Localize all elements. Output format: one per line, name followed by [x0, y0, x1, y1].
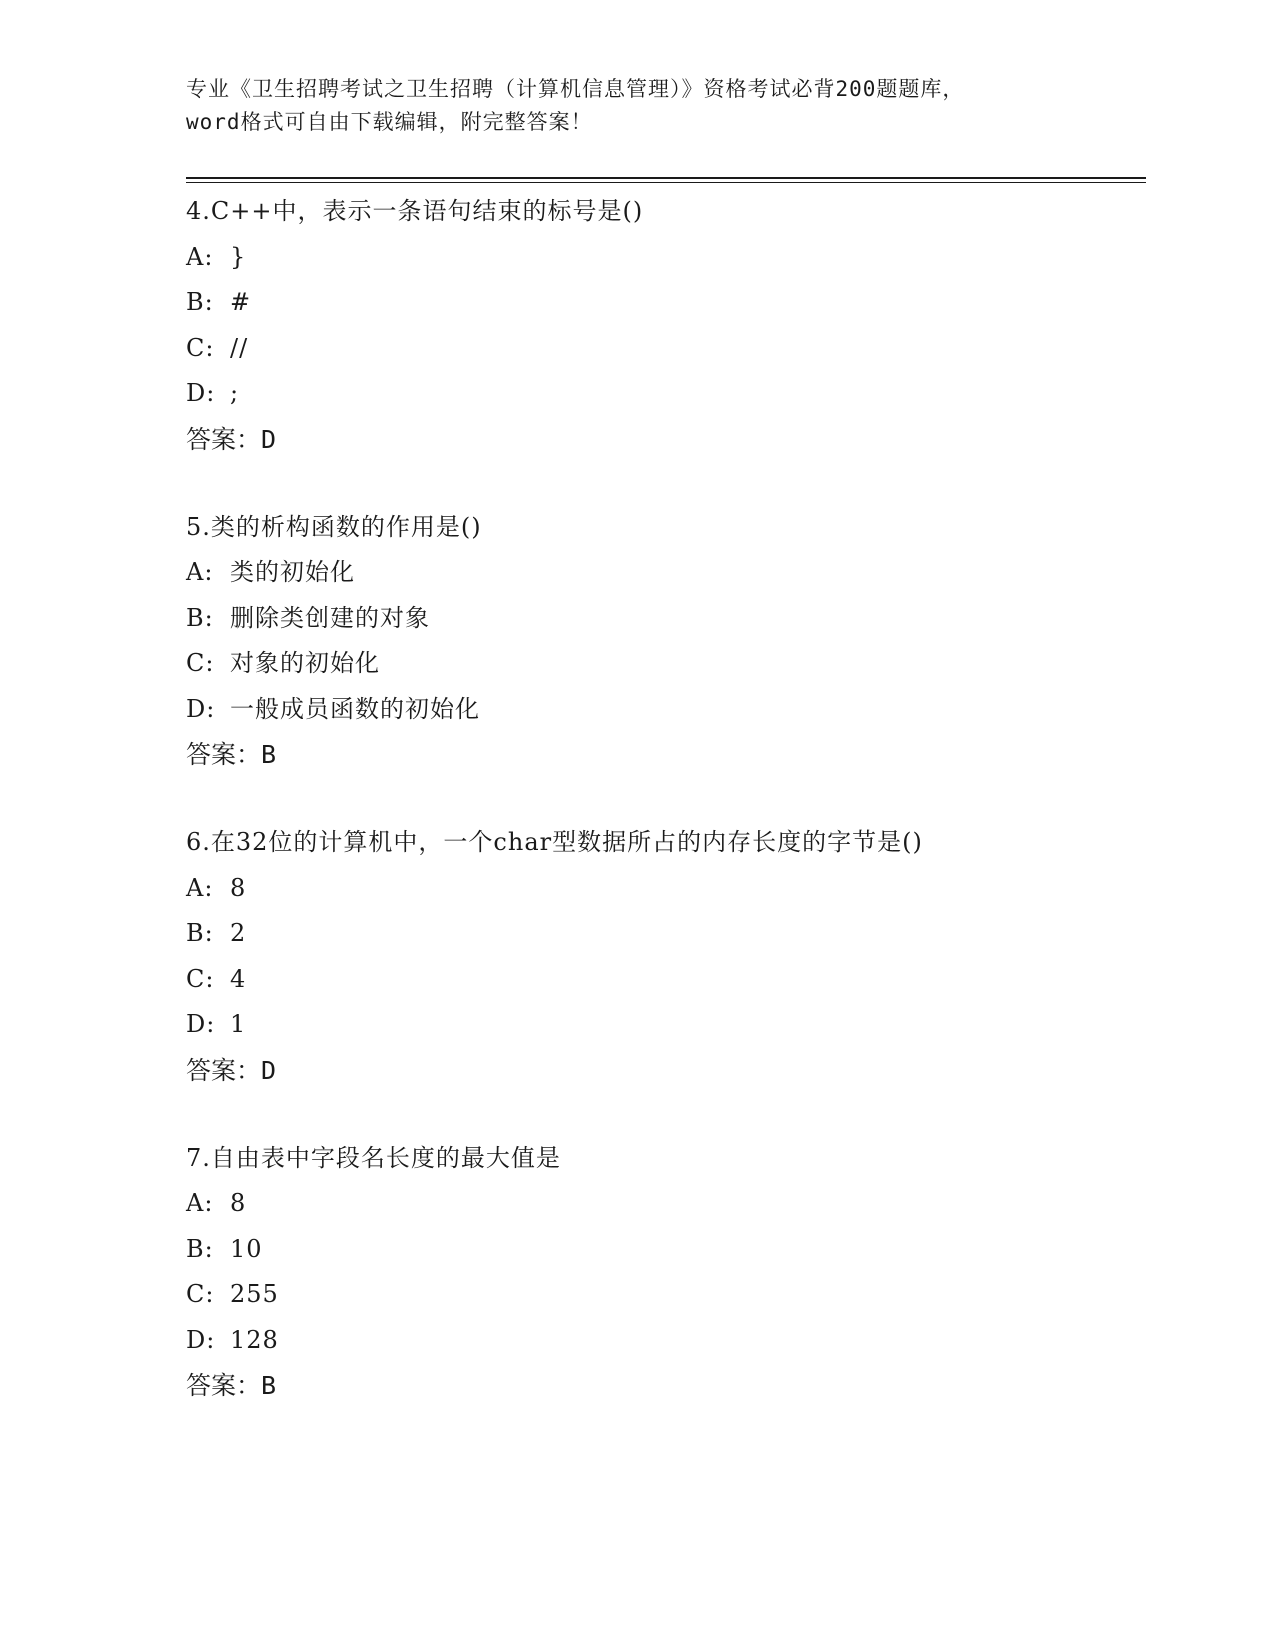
option-c [186, 957, 1146, 1003]
option-letter: D: [186, 1325, 216, 1354]
question-5 [186, 505, 1146, 778]
answer-line: 答案：B [186, 740, 277, 769]
option-d [186, 687, 1146, 733]
option-letter: A: [186, 242, 214, 271]
option-text: 删除类创建的对象 [230, 603, 430, 632]
option-letter: D: [186, 694, 216, 723]
option-a [186, 550, 1146, 596]
option-letter: B: [186, 919, 214, 947]
header-divider-thick [186, 177, 1146, 179]
option-a [186, 235, 1146, 281]
question-stem: 6.在32位的计算机中，一个char型数据所占的内存长度的字节是() [186, 828, 923, 856]
question-4 [186, 189, 1146, 462]
header-divider-thin [186, 182, 1146, 183]
option-letter: C: [186, 1280, 215, 1308]
option-text: 255 [230, 1280, 279, 1308]
option-letter: A: [186, 873, 214, 902]
question-list [186, 189, 1146, 1451]
option-text: 4 [230, 964, 247, 993]
option-text: 对象的初始化 [230, 649, 380, 677]
header-line-2: word格式可自由下载编辑，附完整答案！ [186, 110, 593, 134]
option-text: } [230, 242, 247, 271]
option-c [186, 1272, 1146, 1318]
option-letter: D: [186, 379, 216, 407]
option-d [186, 371, 1146, 417]
document-header [186, 73, 1146, 139]
option-text: 8 [230, 873, 247, 902]
option-text: ; [230, 379, 240, 407]
option-a [186, 1181, 1146, 1227]
option-letter: C: [186, 649, 215, 677]
option-a [186, 866, 1146, 912]
question-7 [186, 1136, 1146, 1409]
question-stem: 7.自由表中字段名长度的最大值是 [186, 1143, 561, 1172]
option-b [186, 596, 1146, 642]
option-letter: A: [186, 1189, 214, 1217]
option-b [186, 280, 1146, 326]
option-letter: C: [186, 964, 215, 993]
option-d [186, 1318, 1146, 1364]
question-stem: 4.C++中，表示一条语句结束的标号是() [186, 197, 644, 225]
option-letter: B: [186, 288, 214, 316]
option-text: 8 [230, 1189, 247, 1217]
option-text: // [230, 333, 249, 362]
option-letter: C: [186, 333, 215, 362]
header-line-1: 专业《卫生招聘考试之卫生招聘（计算机信息管理）》资格考试必背200题题库， [186, 77, 965, 101]
option-text: 类的初始化 [230, 558, 355, 586]
option-letter: A: [186, 558, 214, 586]
option-d [186, 1002, 1146, 1048]
option-text: 1 [230, 1010, 247, 1038]
option-b [186, 1227, 1146, 1273]
option-c [186, 641, 1146, 687]
option-text: 一般成员函数的初始化 [230, 694, 480, 723]
option-text: 2 [230, 919, 247, 947]
answer-line: 答案：D [186, 1055, 277, 1085]
option-b [186, 911, 1146, 957]
question-stem: 5.类的析构函数的作用是() [186, 512, 482, 541]
option-text: # [230, 288, 252, 316]
answer-line: 答案：B [186, 1371, 277, 1400]
question-6 [186, 820, 1146, 1093]
option-letter: D: [186, 1010, 216, 1038]
option-text: 10 [230, 1234, 263, 1263]
option-text: 128 [230, 1325, 279, 1354]
option-c [186, 326, 1146, 372]
option-letter: B: [186, 603, 214, 632]
answer-line: 答案：D [186, 424, 277, 454]
option-letter: B: [186, 1234, 214, 1263]
